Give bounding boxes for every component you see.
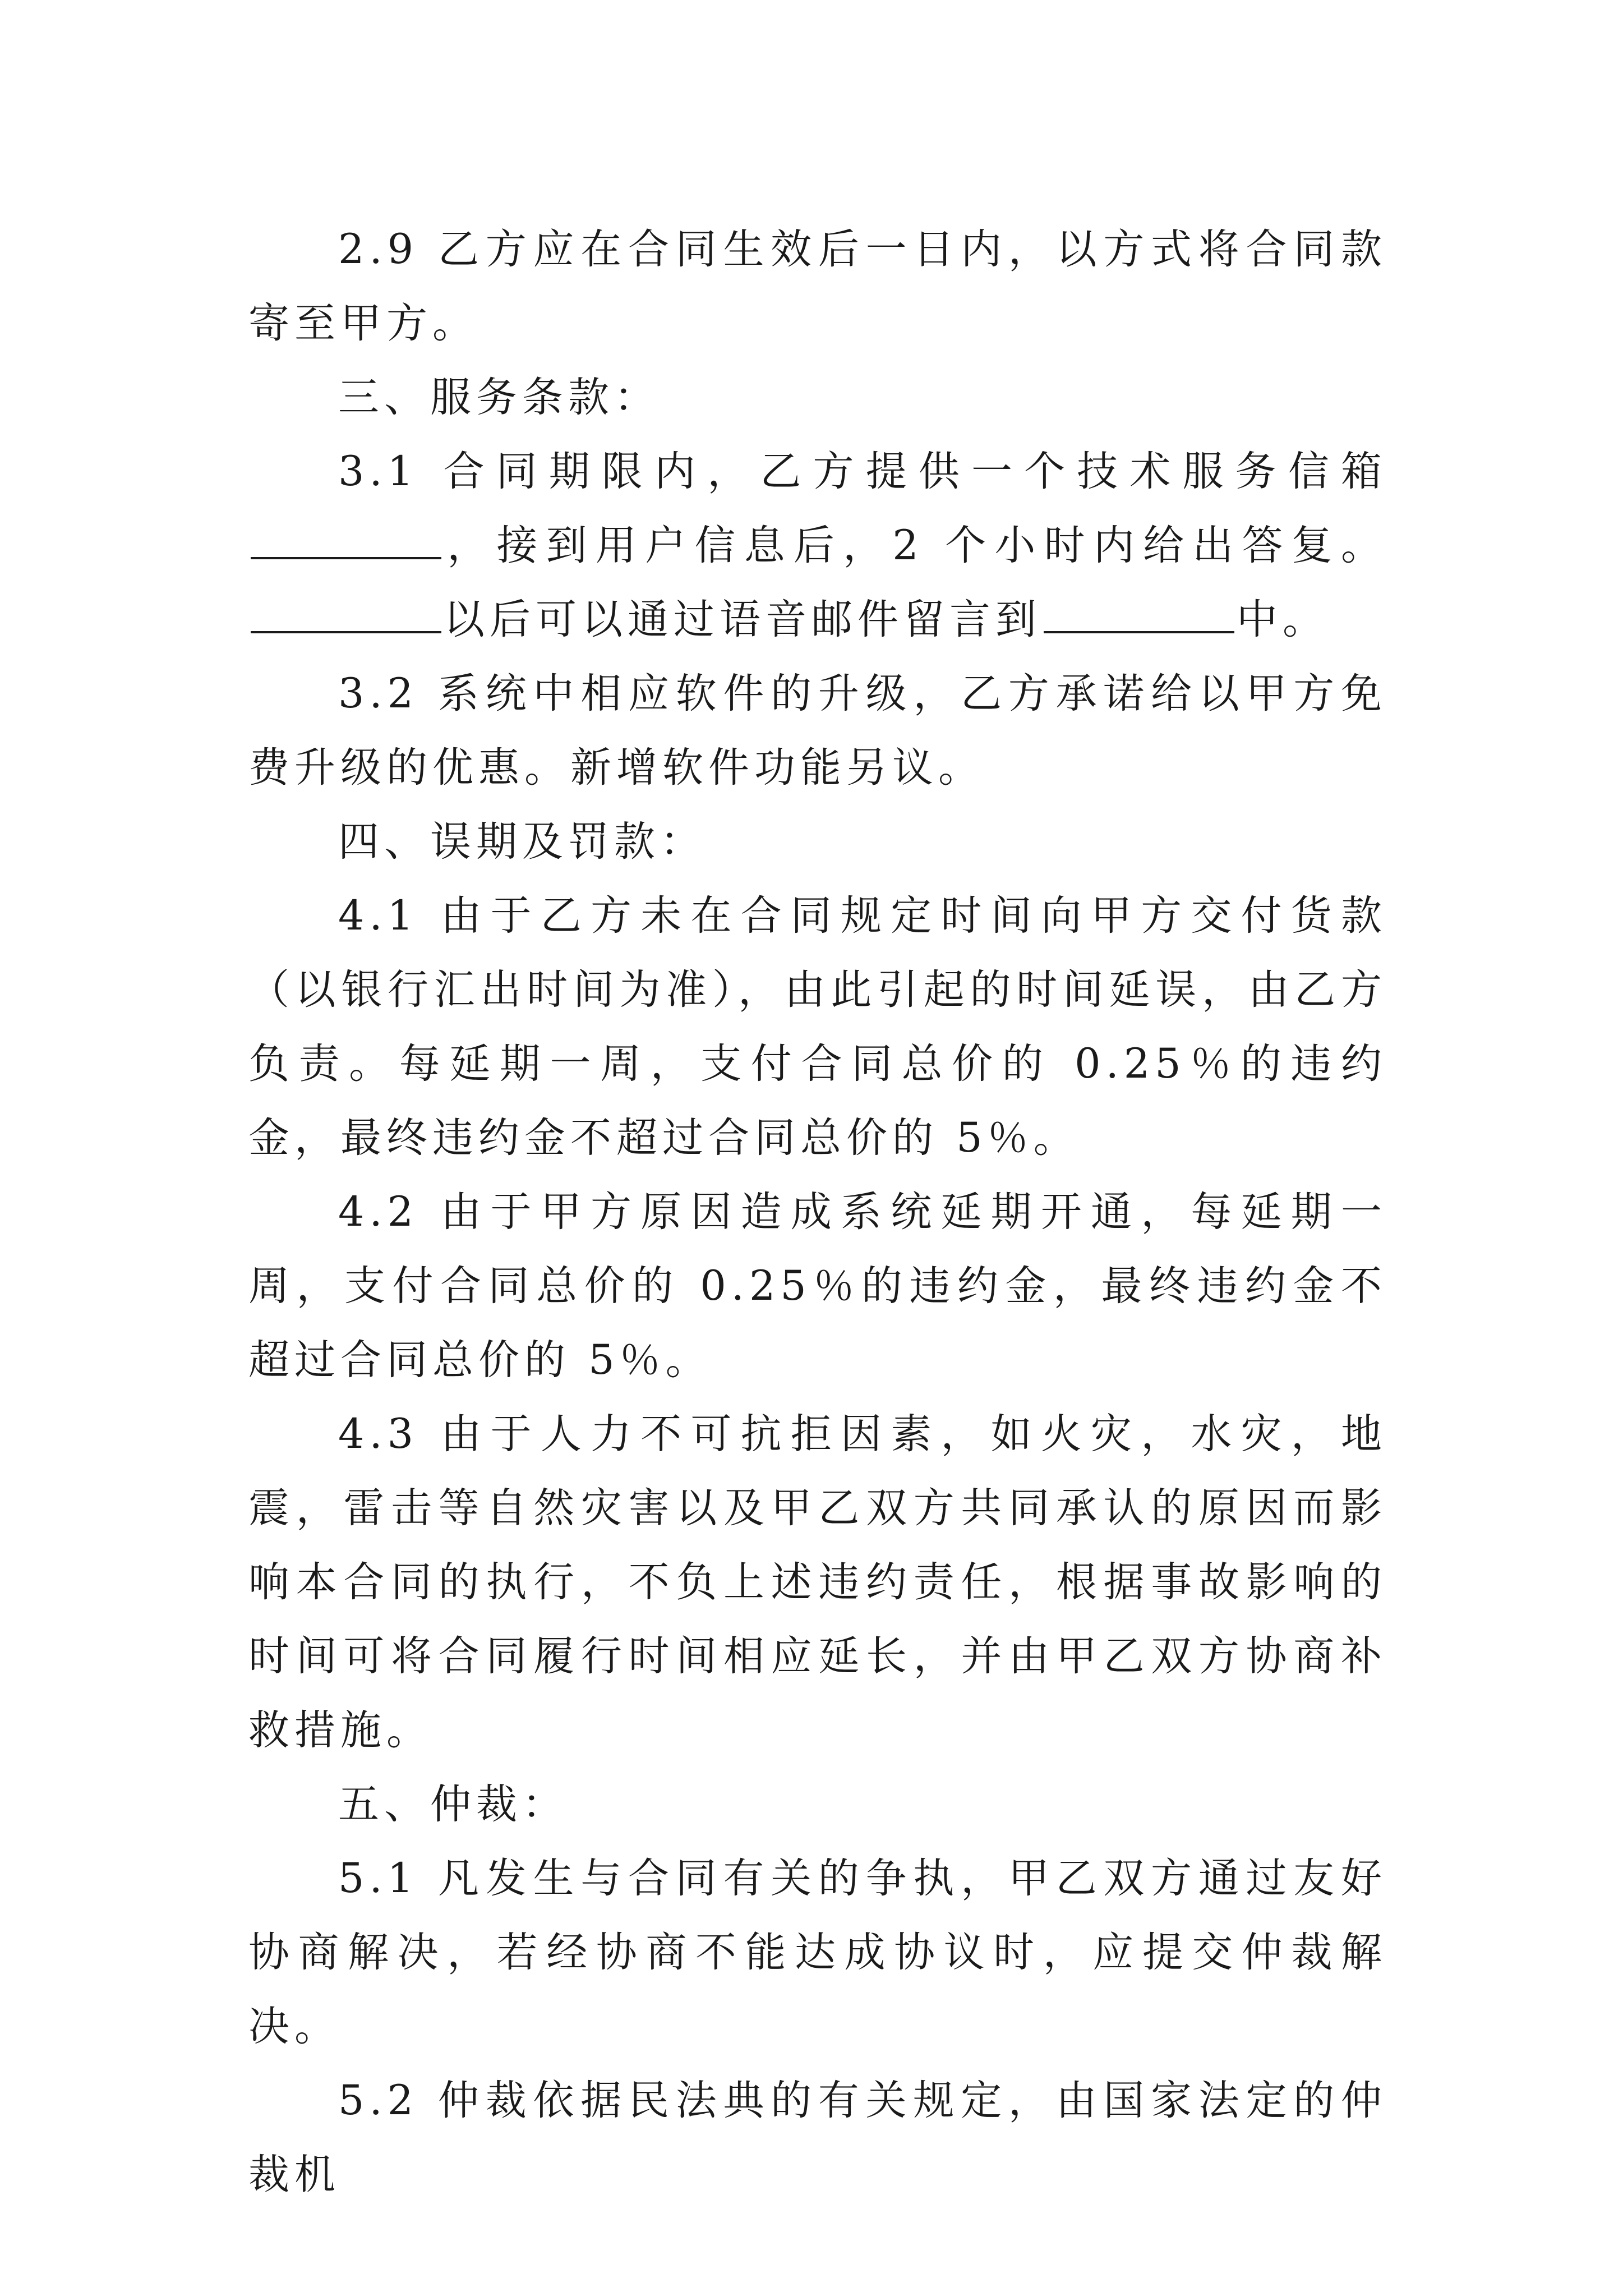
section-heading-5: 五、仲裁： <box>338 1780 568 1828</box>
blank-line-mailbox <box>251 518 441 559</box>
clause-2-9: 2.9 乙方应在合同生效后一日内，以方式将合同款寄至甲方。 <box>248 226 1387 347</box>
clause-4-3: 4.3 由于人力不可抗拒因素，如火灾，水灾，地震，雷击等自然灾害以及甲乙双方共同承认的原因而影响本合同的执行，不负上述违约责任，根据事故影响的时间可将合同履行时间相应延长，并由甲乙双方协商补救措施。 <box>248 1410 1387 1754</box>
document-body <box>248 213 1387 2212</box>
clause-5-1: 5.1 凡发生与合同有关的争执，甲乙双方通过友好协商解决，若经协商不能达成协议时，应提交仲裁解决。 <box>248 1855 1387 2050</box>
section-heading-4: 四、误期及罚款： <box>338 818 706 866</box>
clause-4-1: 4.1 由于乙方未在合同规定时间向甲方交付货款（以银行汇出时间为准），由此引起的时间延误，由乙方负责。每延期一周，支付合同总价的 0.25％的违约金，最终违约金不超过合同总价的 5％。 <box>248 892 1387 1162</box>
clause-3-1 <box>248 435 1387 657</box>
blank-line-time <box>251 592 441 633</box>
clause-3-1-part-d: 中。 <box>1237 596 1329 643</box>
blank-line-voicemail <box>1044 592 1234 633</box>
clause-5-2: 5.2 仲裁依据民法典的有关规定，由国家法定的仲裁机 <box>248 2077 1387 2198</box>
clause-3-1-part-c: 以后可以通过语音邮件留言到 <box>444 596 1041 643</box>
section-heading-3: 三、服务条款： <box>338 374 660 421</box>
clause-3-2: 3.2 系统中相应软件的升级，乙方承诺给以甲方免费升级的优惠。新增软件功能另议。 <box>248 670 1387 792</box>
clause-4-2: 4.2 由于甲方原因造成系统延期开通，每延期一周，支付合同总价的 0.25％的违约金，最终违约金不超过合同总价的 5％。 <box>248 1188 1387 1384</box>
clause-3-1-part-b: ，接到用户信息后，2 个小时内给出答复。 <box>444 522 1387 569</box>
clause-3-1-part-a: 3.1 合同期限内，乙方提供一个技术服务信箱 <box>338 448 1387 495</box>
